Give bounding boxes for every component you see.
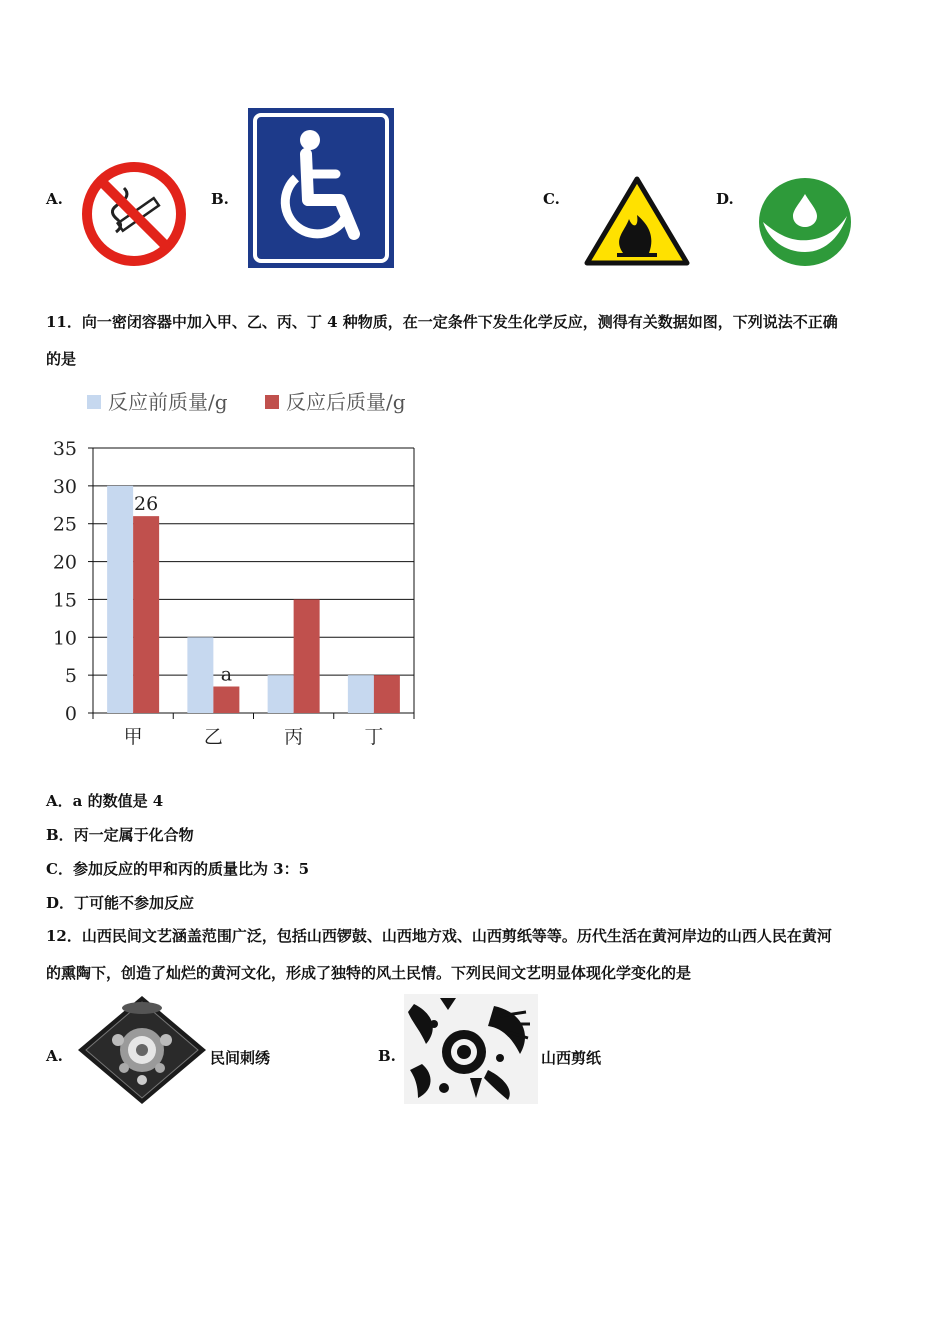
legend-swatch-0 [87,395,101,409]
q11-answer-d: D．丁可能不参加反应 [46,894,195,912]
q12-stem-line2: 的熏陶下，创造了灿烂的黄河文化，形成了独特的风土民情。下列民间文艺明显体现化学变化的是 [46,964,692,982]
q12-option-a-caption: 民间刺绣 [210,1049,271,1067]
option-a-letter: A. [46,190,63,208]
q11-answer-a: A．a 的数值是 4 [46,792,164,810]
legend-swatch-1 [265,395,279,409]
bar-1-3 [374,675,400,713]
no-smoking-icon [80,160,188,268]
chart-legend [87,390,406,414]
ytick-label-0: 0 [64,703,77,725]
mass-bar-chart [40,382,460,754]
bar-0-1 [187,637,213,713]
q12-option-a-letter: A. [46,1047,63,1065]
q11-stem-line1: 11．向一密闭容器中加入甲、乙、丙、丁 4 种物质，在一定条件下发生化学反应，测得有关数据如图，下列说法不正确 [46,313,838,331]
option-b-letter: B. [211,190,229,208]
xtick-label-3: 丁 [364,726,384,748]
data-label-1: a [220,663,233,686]
q12-option-b-letter: B. [378,1047,396,1065]
paper-cut-image [404,994,538,1104]
ytick-label-4: 20 [52,551,77,574]
q11-stem-line2: 的是 [46,350,77,368]
wheelchair-icon [248,108,394,268]
xtick-label-0: 甲 [123,726,143,748]
bar-0-0 [107,486,133,713]
q11-answer-b: B．丙一定属于化合物 [46,826,194,844]
legend-label-0: 反应前质量/g [108,390,228,414]
ytick-label-6: 30 [52,475,77,498]
ytick-label-1: 5 [64,665,77,688]
ytick-label-7: 35 [52,438,77,460]
q11-answer-c: C．参加反应的甲和丙的质量比为 3：5 [46,860,310,878]
bar-1-0 [133,516,159,713]
bar-1-1 [213,687,239,714]
q12-option-b-caption: 山西剪纸 [541,1049,602,1067]
q12-stem-line1: 12．山西民间文艺涵盖范围广泛，包括山西锣鼓、山西地方戏、山西剪纸等等。历代生活在黄河岸边的山西人民在黄河 [46,927,832,945]
water-saving-icon [757,176,853,268]
ytick-label-5: 25 [52,513,77,536]
option-c-letter: C. [543,190,560,208]
flammable-warning-icon [583,175,691,267]
xtick-label-1: 乙 [203,726,223,748]
data-label-0: 26 [134,493,159,516]
chart-labels [124,493,384,748]
legend-label-1: 反应后质量/g [286,390,406,414]
bar-0-2 [268,675,294,713]
bar-0-3 [348,675,374,713]
ytick-label-2: 10 [52,627,77,650]
embroidery-image [76,994,208,1106]
xtick-label-2: 丙 [284,726,304,748]
bar-1-2 [294,599,320,713]
ytick-label-3: 15 [52,589,77,612]
option-d-letter: D. [716,190,734,208]
